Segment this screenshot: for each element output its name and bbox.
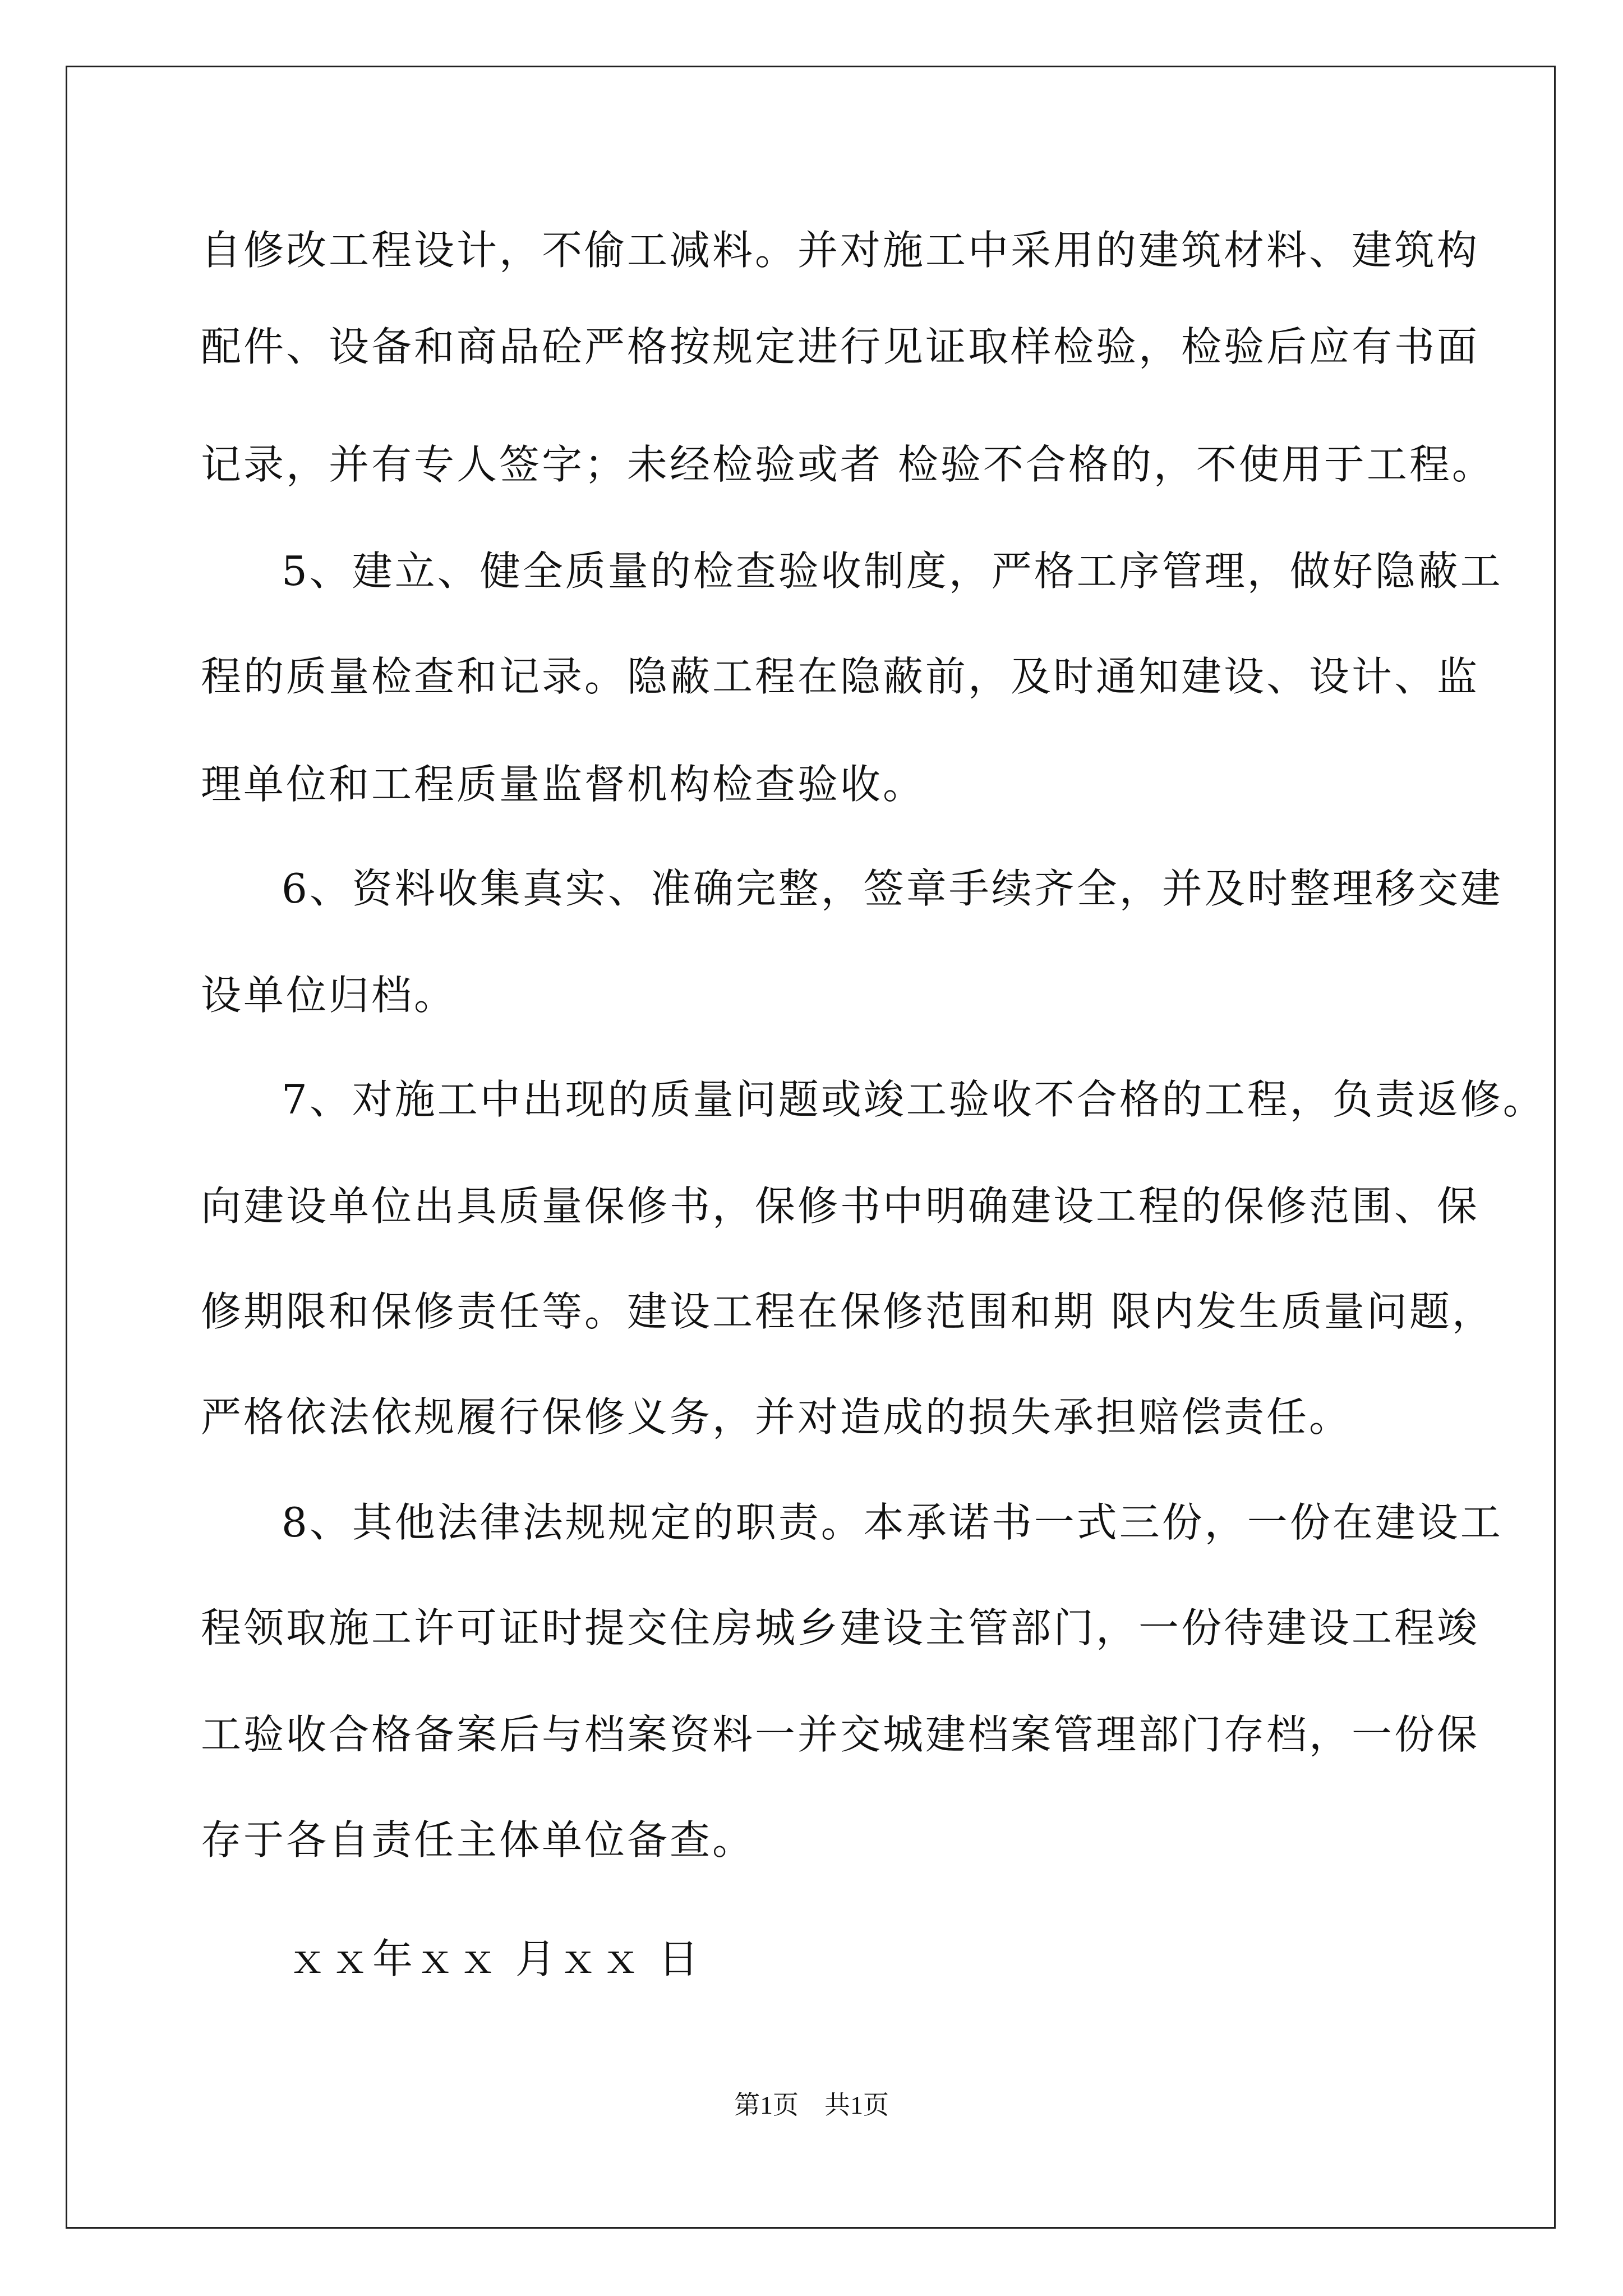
text-line: 7、对施工中出现的质量问题或竣工验收不合格的工程，负责返修。 (282, 1076, 1546, 1123)
text-line: 8、其他法律法规规定的职责。本承诺书一式三份，一份在建设工 (282, 1499, 1503, 1546)
text-line: 理单位和工程质量监督机构检查验收。 (201, 761, 926, 808)
page-number-footer: 第1页 共1页 (734, 2091, 889, 2119)
text-line: 设单位归档。 (201, 972, 457, 1019)
text-line: 工验收合格备案后与档案资料一并交城建档案管理部门存档，一份保 (201, 1711, 1480, 1758)
text-line: 严格依法依规履行保修义务，并对造成的损失承担赔偿责任。 (201, 1393, 1352, 1441)
text-line: 存于各自责任主体单位备查。 (201, 1816, 755, 1864)
text-line: 程领取施工许可证时提交住房城乡建设主管部门，一份待建设工程竣 (201, 1604, 1480, 1651)
text-line: 5、建立、健全质量的检查验收制度，严格工序管理，做好隐蔽工 (282, 547, 1503, 595)
signature-date: ｘｘ年ｘｘ 月ｘｘ 日 (287, 1935, 701, 1982)
text-line: 6、资料收集真实、准确完整，签章手续齐全，并及时整理移交建 (282, 865, 1503, 912)
page-border (66, 66, 1556, 2229)
text-line: 自修改工程设计，不偷工减料。并对施工中采用的建筑材料、建筑构 (201, 227, 1480, 274)
text-line: 修期限和保修责任等。建设工程在保修范围和期 限内发生质量问题， (201, 1288, 1495, 1335)
text-line: 记录，并有专人签字；未经检验或者 检验不合格的，不使用于工程。 (201, 441, 1495, 488)
text-line: 程的质量检查和记录。隐蔽工程在隐蔽前，及时通知建设、设计、监 (201, 653, 1480, 700)
text-line: 配件、设备和商品砼严格按规定进行见证取样检验，检验后应有书面 (201, 323, 1480, 370)
text-line: 向建设单位出具质量保修书，保修书中明确建设工程的保修范围、保 (201, 1182, 1480, 1230)
